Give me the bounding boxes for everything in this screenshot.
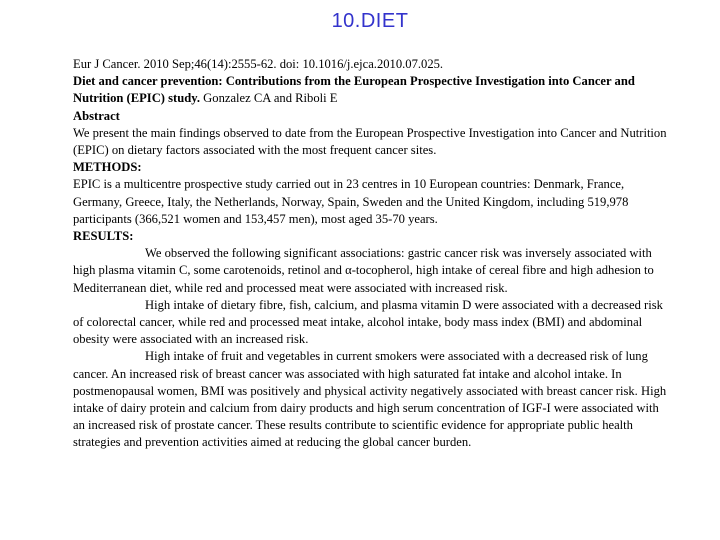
slide-title: 10.DIET xyxy=(331,10,409,32)
methods-text: EPIC is a multicentre prospective study carried out in 23 centres in 10 European countries: Denmark, France, Germany, Greece, Italy, the Netherlands, Norway, Spain, Sweden and the United Kingdom, including 519,978 participants (366,521 women and 153,457 men), most aged 35-70 years. xyxy=(73,177,629,226)
article-header xyxy=(73,73,669,107)
abstract-heading: Abstract xyxy=(73,108,120,123)
authors: Gonzalez CA and Riboli E xyxy=(203,91,338,106)
results-heading: RESULTS: xyxy=(73,229,134,244)
results-paragraph: We observed the following significant associations: gastric cancer risk was inversely associated with high plasma vitamin C, some carotenoids, retinol and α-tocopherol, high intake of cereal fibre and high adhesion to Mediterranean diet, while red and processed meat were associated with increased risk. xyxy=(73,246,654,295)
results-paragraph: High intake of fruit and vegetables in current smokers were associated with a decreased risk of lung cancer. An increased risk of breast cancer was associated with high saturated fat intake and alcohol intake. In postmenopausal women, BMI was positively and physical activity negatively associated with breast cancer risk. High intake of dairy protein and calcium from dairy products and high serum concentration of IGF-I were associated with an increased risk of prostate cancer. These results contribute to scientific evidence for appropriate public health strategies and prevention activities aimed at reducing the global cancer burden. xyxy=(73,349,667,450)
results-paragraph: High intake of dietary fibre, fish, calcium, and plasma vitamin D were associated with a decreased risk of colorectal cancer, while red and processed meat intake, alcohol intake, body mass index (BMI) and abdominal obesity were associated with an increased risk. xyxy=(73,297,663,347)
article-content xyxy=(73,56,669,452)
article-title: Diet and cancer prevention: Contributions from the European Prospective Investigation into Cancer and Nutrition (EPIC) study. xyxy=(73,74,635,106)
methods-heading: METHODS: xyxy=(73,160,142,175)
abstract-text: We present the main findings observed to date from the European Prospective Investigation into Cancer and Nutrition (EPIC) on dietary factors associated with the most frequent cancer sites. xyxy=(73,125,667,158)
citation: Eur J Cancer. 2010 Sep;46(14):2555-62. doi: 10.1016/j.ejca.2010.07.025. xyxy=(73,57,444,71)
